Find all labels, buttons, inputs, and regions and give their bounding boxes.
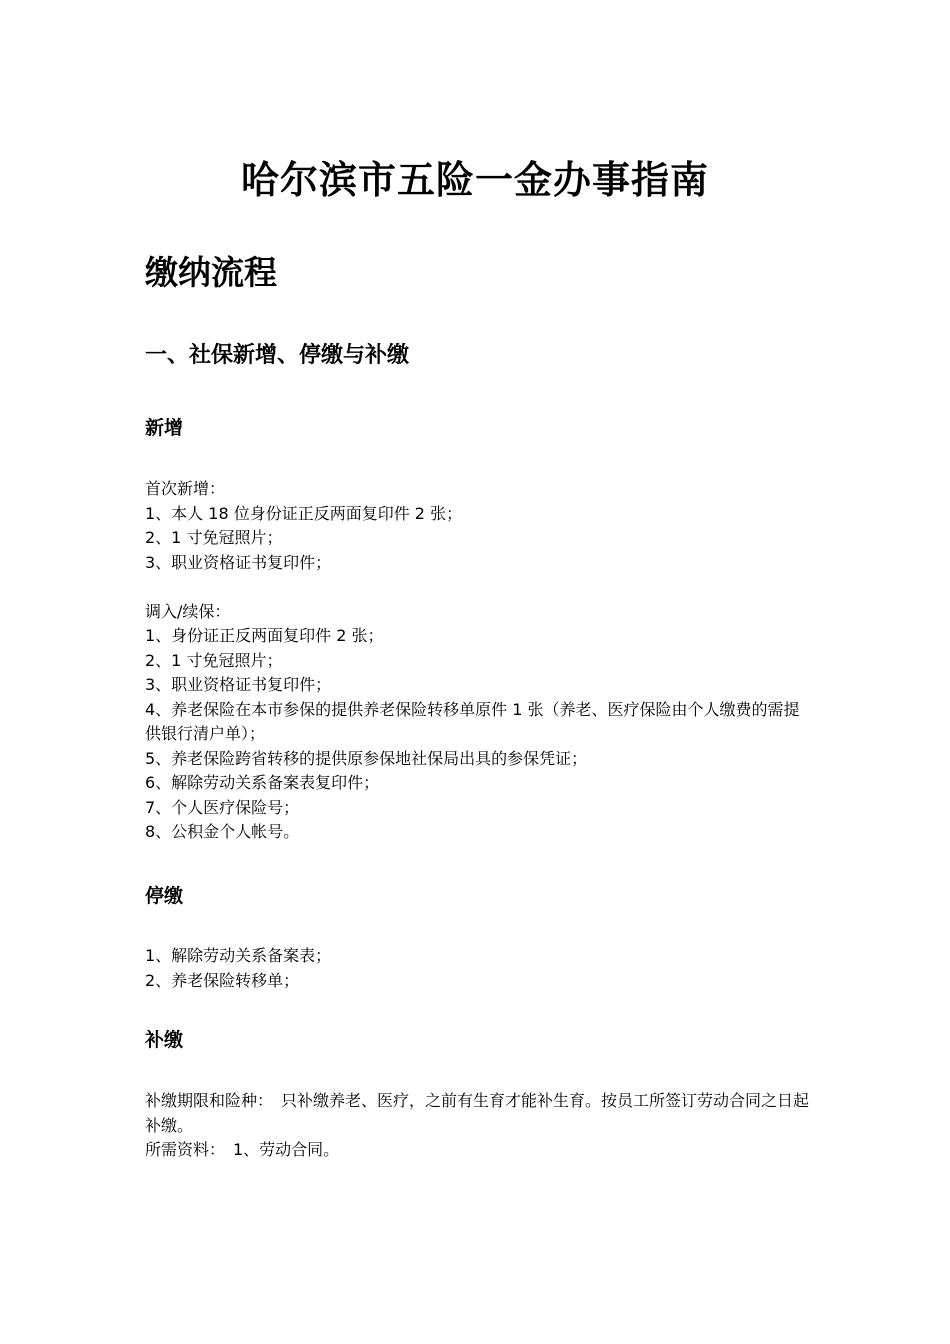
new-enroll-block xyxy=(145,477,810,845)
list-item: 4、养老保险在本市参保的提供养老保险转移单原件 1 张（养老、医疗保险由个人缴费的需提供银行清户单）； xyxy=(145,699,800,743)
subsection-title: 一、社保新增、停缴与补缴 xyxy=(145,343,410,368)
list-item: 1、身份证正反两面复印件 2 张； xyxy=(145,626,384,645)
stop-heading: 停缴 xyxy=(145,885,184,907)
section-title: 缴纳流程 xyxy=(145,253,277,292)
list-item: 2、养老保险转移单； xyxy=(145,970,300,990)
list-item: 1、解除劳动关系备案表； xyxy=(145,946,332,965)
transfer-in-label: 调入/续保： xyxy=(145,601,231,621)
supplement-materials-text: 所需资料： 1、劳动合同。 xyxy=(145,1140,340,1159)
list-item: 8、公积金个人帐号。 xyxy=(145,822,300,841)
supplement-heading: 补缴 xyxy=(145,1029,184,1051)
list-item: 3、职业资格证书复印件； xyxy=(145,552,332,572)
stop-block xyxy=(145,944,810,993)
list-item: 6、解除劳动关系备案表复印件； xyxy=(145,773,380,792)
list-item: 2、1 寸免冠照片； xyxy=(145,528,283,547)
new-enroll-heading: 新增 xyxy=(145,417,184,439)
list-item: 3、职业资格证书复印件； xyxy=(145,675,332,694)
list-item: 1、本人 18 位身份证正反两面复印件 2 张； xyxy=(145,503,463,523)
first-time-label: 首次新增： xyxy=(145,479,226,498)
list-item: 5、养老保险跨省转移的提供原参保地社保局出具的参保凭证； xyxy=(145,748,588,768)
supplement-period-text: 补缴期限和险种： 只补缴养老、医疗，之前有生育才能补生育。按员工所签订劳动合同之日起补缴。 xyxy=(145,1091,810,1135)
document-title: 哈尔滨市五险一金办事指南 xyxy=(240,158,709,202)
list-item: 2、1 寸免冠照片； xyxy=(145,650,283,670)
list-item: 7、个人医疗保险号； xyxy=(145,797,300,817)
supplement-block xyxy=(145,1089,810,1163)
